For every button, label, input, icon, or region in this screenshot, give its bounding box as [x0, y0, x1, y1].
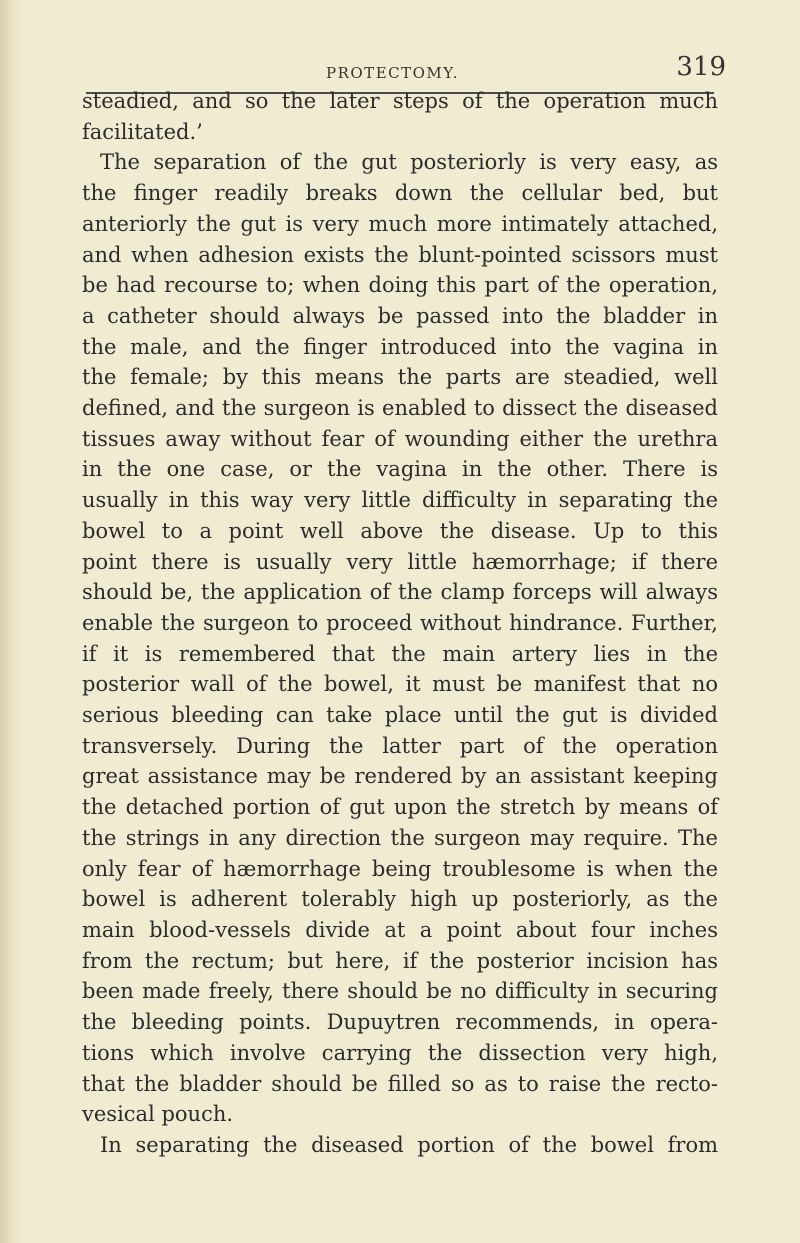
text-line: and when adhesion exists the blunt-pointed scissors must	[82, 242, 718, 267]
text-line: the finger readily breaks down the cellular bed, but	[82, 181, 718, 206]
text-line: usually in this way very little difficulty in separating the	[82, 488, 718, 513]
text-line: a catheter should always be passed into the bladder in	[82, 303, 718, 328]
text-line: the female; by this means the parts are steadied, well	[82, 365, 718, 390]
text-line: point there is usually very little hæmorrhage; if there	[82, 549, 718, 574]
page-number: 319	[676, 52, 726, 82]
page-edge-shadow	[0, 0, 22, 1243]
text-line: should be, the application of the clamp forceps will always	[82, 580, 718, 605]
text-line: only fear of hæmorrhage being troublesome is when the	[82, 856, 718, 881]
text-line: serious bleeding can take place until the gut is divided	[82, 703, 718, 728]
running-title: PROTECTOMY.	[326, 64, 460, 82]
text-line: be had recourse to; when doing this part of the operation,	[82, 273, 718, 298]
text-line: defined, and the surgeon is enabled to dissect the diseased	[82, 396, 718, 421]
text-line: if it is remembered that the main artery lies in the	[82, 641, 718, 666]
text-line: the bleeding points. Dupuytren recommends, in opera-	[82, 1010, 718, 1035]
text-line: steadied, and so the later steps of the operation much	[82, 89, 718, 113]
text-line: The separation of the gut posteriorly is very easy, as	[100, 150, 718, 175]
text-line: tions which involve carrying the dissection very high,	[82, 1040, 718, 1065]
text-line: tissues away without fear of wounding either the urethra	[82, 426, 718, 451]
text-line: great assistance may be rendered by an assistant keeping	[82, 764, 718, 789]
text-line: enable the surgeon to proceed without hindrance. Further,	[82, 610, 718, 635]
text-line: vesical pouch.	[82, 1102, 234, 1127]
text-line: the strings in any direction the surgeon may require. The	[82, 825, 718, 850]
text-line: main blood-vessels divide at a point about four inches	[82, 917, 718, 942]
text-line: In separating the diseased portion of the bowel from	[100, 1132, 718, 1157]
text-line: transversely. During the latter part of the operation	[82, 733, 718, 758]
text-line: anteriorly the gut is very much more intimately attached,	[82, 211, 718, 236]
text-line: from the rectum; but here, if the posterior incision has	[82, 948, 718, 973]
text-line: been made freely, there should be no difficulty in securing	[82, 979, 718, 1004]
text-line: facilitated.’	[82, 119, 203, 144]
text-line: in the one case, or the vagina in the other. There is	[82, 457, 718, 482]
text-line: the detached portion of gut upon the stretch by means of	[82, 795, 718, 820]
text-line: bowel is adherent tolerably high up posteriorly, as the	[82, 887, 718, 912]
body-text	[82, 86, 718, 1161]
text-line: that the bladder should be filled so as to raise the recto-	[82, 1071, 718, 1096]
text-line: bowel to a point well above the disease. Up to this	[82, 518, 718, 543]
page-header	[86, 50, 726, 90]
text-line: posterior wall of the bowel, it must be manifest that no	[82, 672, 718, 697]
text-line: the male, and the finger introduced into the vagina in	[82, 334, 718, 359]
